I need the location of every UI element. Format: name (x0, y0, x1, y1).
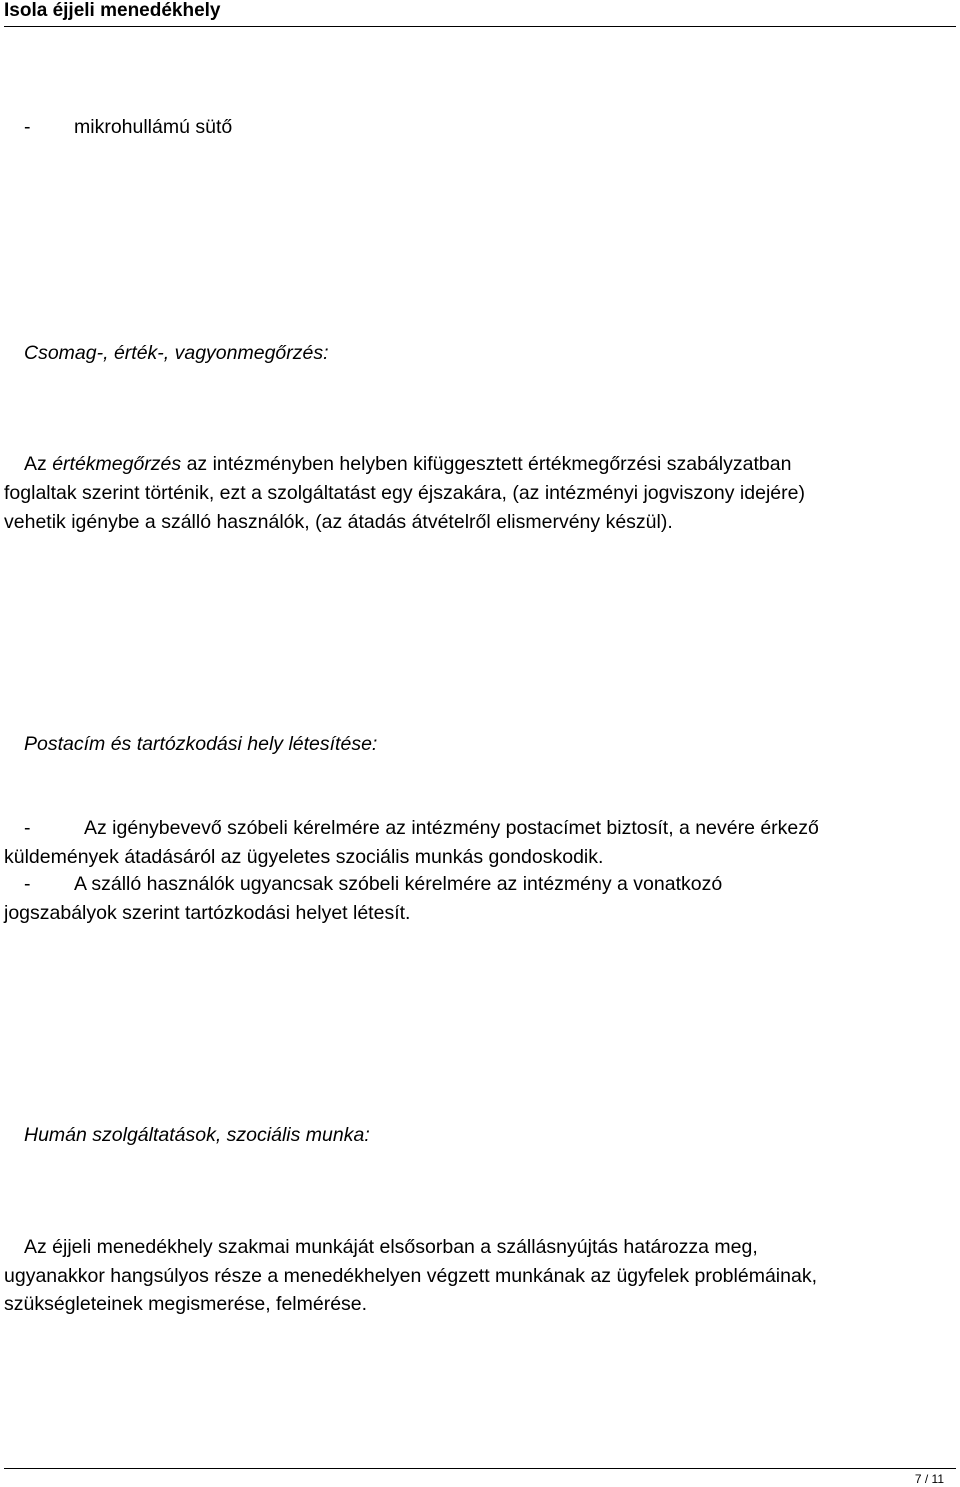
paragraph-line: ugyanakkor hangsúlyos része a menedékhelyen végzett munkának az ügyfelek problémáinak, (4, 1265, 817, 1287)
paragraph-text: Az (24, 453, 53, 475)
paragraph-line: szükségleteinek megismerése, felmérése. (4, 1293, 368, 1315)
list-item-text: Az igénybevevő szóbeli kérelmére az intézmény postacímet biztosít, a nevére érkező (84, 817, 819, 839)
section-heading-human-services: Humán szolgáltatások, szociális munka: (24, 1124, 370, 1146)
document-title: Isola éjjeli menedékhely (4, 0, 221, 21)
paragraph-line: Az éjjeli menedékhely szakmai munkáját elsősorban a szállásnyújtás határozza meg, (24, 1236, 758, 1258)
list-item-continuation: küldemények átadásáról az ügyeletes szociális munkás gondoskodik. (4, 846, 604, 868)
paragraph-italic-term: értékmegőrzés (52, 453, 182, 475)
paragraph-line: vehetik igénybe a szálló használók, (az átadás átvételről elismervény készül). (4, 511, 673, 533)
list-item-continuation: jogszabályok szerint tartózkodási helyet létesít. (4, 902, 411, 924)
list-item (24, 113, 232, 142)
paragraph-line (24, 450, 791, 479)
section-heading-storage: Csomag-, érték-, vagyonmegőrzés: (24, 342, 329, 364)
list-dash: - (24, 817, 31, 839)
list-item-text: A szálló használók ugyancsak szóbeli kérelmére az intézmény a vonatkozó (74, 873, 723, 895)
paragraph-text: az intézményben helyben kifüggesztett értékmegőrzési szabályzatban (181, 453, 792, 475)
footer-divider (4, 1468, 956, 1469)
list-dash: - (24, 873, 31, 895)
list-item (24, 870, 722, 899)
list-item (24, 814, 819, 843)
list-dash: - (24, 116, 31, 138)
page-header (4, 0, 956, 27)
paragraph-line: foglaltak szerint történik, ezt a szolgáltatást egy éjszakára, (az intézményi jogviszony idejére) (4, 482, 805, 504)
section-heading-postal: Postacím és tartózkodási hely létesítése: (24, 733, 378, 755)
page-number: 7 / 11 (914, 1472, 944, 1486)
list-item-text: mikrohullámú sütő (74, 116, 233, 138)
